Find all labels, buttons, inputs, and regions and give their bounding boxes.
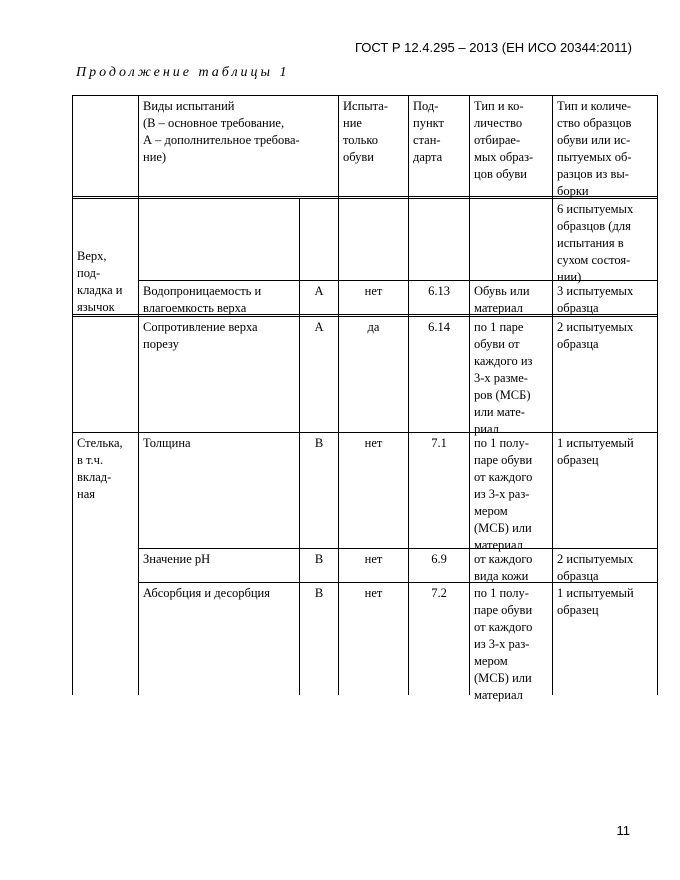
specimens-cell: 6 испытуемых образцов (для испытания в сухом состоя- нии) xyxy=(557,202,634,284)
header-tests: Виды испытаний (В – основное требование, А – дополнительное требова- ние) xyxy=(143,99,300,164)
requirement-cell: В xyxy=(314,436,324,450)
subclause-cell: 7.1 xyxy=(431,436,447,450)
sample-cell: от каждого вида кожи xyxy=(474,552,533,583)
subclause-cell: 7.2 xyxy=(431,586,447,600)
header-specimens: Тип и количе- ство образцов обуви или ис- пытуемых об- разцов из вы- борки xyxy=(557,99,632,198)
column-divider xyxy=(338,95,339,695)
subclause-cell: 6.13 xyxy=(428,284,450,298)
header-subclause: Под- пункт стан- дарта xyxy=(413,99,444,164)
table-right-border xyxy=(657,95,658,695)
column-divider xyxy=(138,95,139,695)
header-sample-type: Тип и ко- личество отбирае- мых образ- цов обуви xyxy=(474,99,534,181)
specimens-cell: 2 испытуемых образца xyxy=(557,320,634,351)
sample-cell: по 1 паре обуви от каждого из 3-х разме- ров (МСБ) или мате- риал xyxy=(474,320,533,436)
subclause-cell: 6.9 xyxy=(431,552,447,566)
specimens-cell: 2 испытуемых образца xyxy=(557,552,634,583)
footwear-only-cell: нет xyxy=(364,436,383,450)
part-upper-lining-tongue: Верх, под- кладка и язычок xyxy=(77,249,123,314)
header-footwear-only: Испыта- ние только обуви xyxy=(343,99,388,164)
footwear-only-cell: нет xyxy=(364,586,383,600)
specimens-cell: 1 испытуемый образец xyxy=(557,436,634,467)
test-name-cell: Сопротивление верха порезу xyxy=(143,320,258,351)
page-header-standard: ГОСТ Р 12.4.295 – 2013 (ЕН ИСО 20344:2011) xyxy=(354,40,632,55)
table-continuation-caption: Продолжение таблицы 1 xyxy=(76,65,290,80)
requirement-cell: А xyxy=(314,320,324,334)
footwear-only-cell: да xyxy=(367,320,380,334)
requirement-cell: В xyxy=(314,586,324,600)
requirement-cell: А xyxy=(314,284,324,298)
footwear-only-cell: нет xyxy=(364,284,383,298)
test-name-cell: Значение рН xyxy=(143,552,211,566)
test-name-cell: Абсорбция и десорбция xyxy=(143,586,270,600)
sample-cell: по 1 полу- паре обуви от каждого из 3-х раз- мером (МСБ) или материал xyxy=(474,586,533,702)
subclause-cell: 6.14 xyxy=(428,320,450,334)
sample-cell: по 1 полу- паре обуви от каждого из 3-х раз- мером (МСБ) или материал xyxy=(474,436,533,552)
test-name-cell: Водопроницаемость и влагоемкость верха xyxy=(143,284,262,315)
specimens-cell: 3 испытуемых образца xyxy=(557,284,634,315)
specimens-cell: 1 испытуемый образец xyxy=(557,586,634,617)
requirement-cell: В xyxy=(314,552,324,566)
page-number: 11 xyxy=(616,823,630,838)
table-left-border xyxy=(72,95,73,695)
footwear-only-cell: нет xyxy=(364,552,383,566)
part-insole: Стелька, в т.ч. вклад- ная xyxy=(77,436,123,501)
test-name-cell: Толщина xyxy=(143,436,191,450)
column-divider xyxy=(408,95,409,695)
sample-cell: Обувь или материал xyxy=(474,284,530,315)
